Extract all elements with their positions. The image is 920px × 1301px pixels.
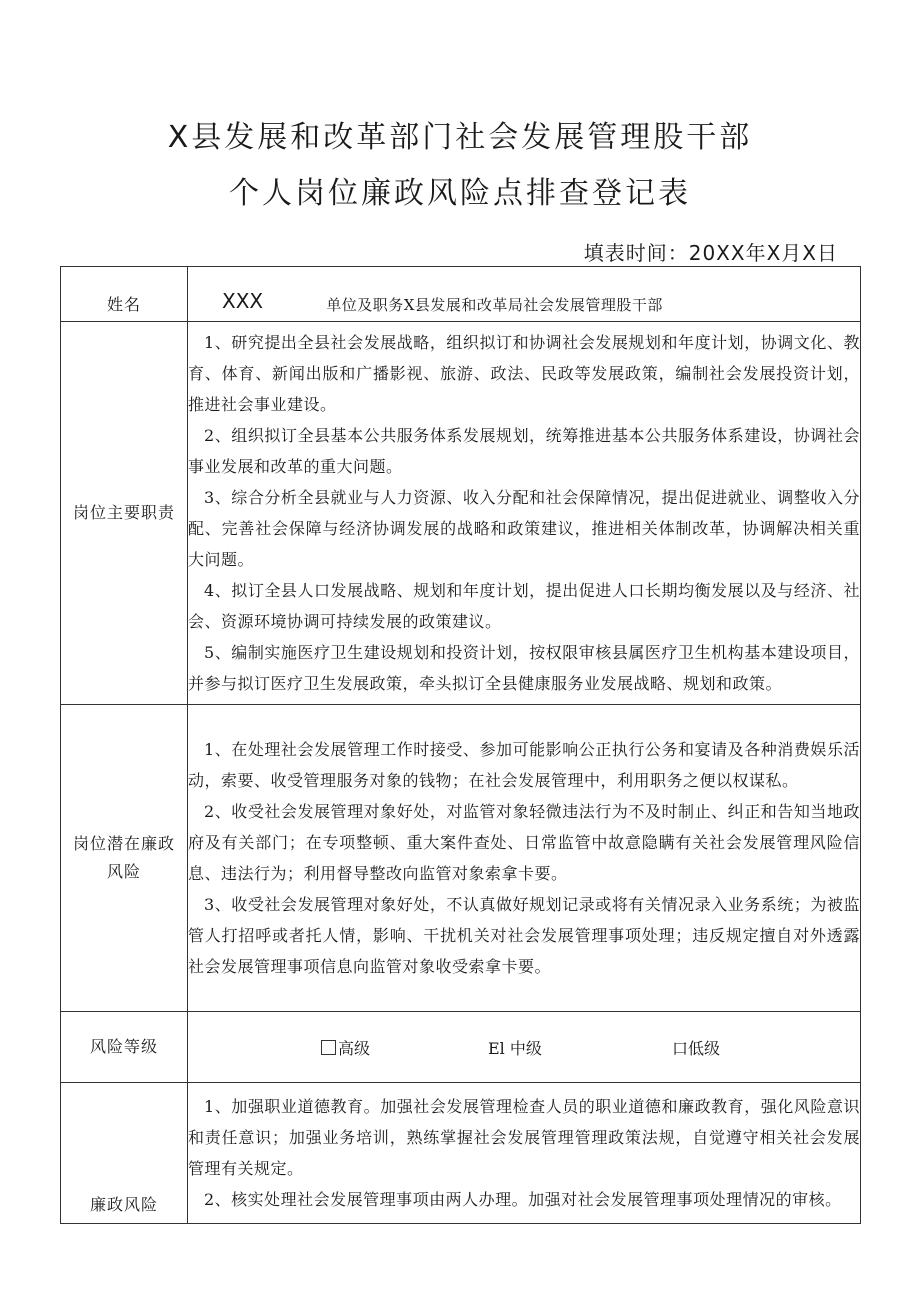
risk-level-label: 风险等级	[61, 1012, 188, 1083]
risks-row	[61, 705, 861, 1012]
title-line-2: 个人岗位廉政风险点排查登记表	[229, 176, 691, 211]
duties-content	[188, 322, 861, 705]
risk-level-options	[188, 1012, 861, 1083]
duties-row	[61, 322, 861, 705]
risk-option-high-label: 高级	[338, 1039, 371, 1058]
measure-item: 1、加强职业道德教育。加强社会发展管理检查人员的职业道德和廉政教育，强化风险意识和责任意识；加强业务培训，熟练掌握社会发展管理管理政策法规，自觉遵守相关社会发展管理有关规定。	[188, 1097, 860, 1178]
duty-item: 2、组织拟订全县基本公共服务体系发展规划，统筹推进基本公共服务体系建设，协调社会事业发展和改革的重大问题。	[188, 426, 860, 476]
risk-item: 3、收受社会发展管理对象好处，不认真做好规划记录或将有关情况录入业务系统；为被监管人打招呼或者托人情，影响、干扰机关对社会发展管理事项处理；违反规定擅自对外透露社会发展管理事项信息向监管对象收受索拿卡要。	[188, 895, 860, 976]
risk-option-low[interactable]	[672, 1036, 720, 1059]
measures-row	[61, 1083, 861, 1224]
risks-label	[61, 705, 188, 1012]
risk-item: 2、收受社会发展管理对象好处，对监管对象轻微违法行为不及时制止、纠正和告知当地政府及有关部门；在专项整顿、重大案件查处、日常监管中故意隐瞒有关社会发展管理风险信息、违法行为；利用督导整改向监管对象索拿卡要。	[188, 802, 860, 883]
risk-option-high[interactable]	[321, 1036, 370, 1059]
name-label: 姓名	[61, 267, 188, 322]
checkbox-icon[interactable]	[321, 1040, 336, 1055]
measures-content	[188, 1083, 861, 1224]
risks-content	[188, 705, 861, 1012]
duty-item: 4、拟订全县人口发展战略、规划和年度计划，提出促进人口长期均衡发展以及与经济、社会、资源环境协调可持续发展的政策建议。	[188, 581, 860, 631]
measures-label-cell	[61, 1083, 188, 1224]
risk-option-low-label: 低级	[688, 1039, 721, 1058]
name-value: XXX	[222, 289, 264, 313]
unit-position: 单位及职务X县发展和改革局社会发展管理股干部	[326, 296, 663, 314]
name-row	[61, 267, 861, 322]
measure-item: 2、核实处理社会发展管理事项由两人办理。加强对社会发展管理事项处理情况的审核。	[204, 1190, 842, 1209]
checkbox-icon[interactable]: 口	[672, 1039, 689, 1058]
measures-label: 廉政风险	[89, 1195, 158, 1214]
duties-label: 岗位主要职责	[61, 322, 188, 705]
registration-form-table	[60, 266, 861, 1224]
risk-level-row	[61, 1012, 861, 1083]
name-info-cell	[188, 267, 861, 322]
duty-item: 1、研究提出全县社会发展战略，组织拟订和协调社会发展规划和年度计划，协调文化、教育、体育、新闻出版和广播影视、旅游、政法、民政等发展政策，编制社会发展投资计划，推进社会事业建设。	[188, 333, 860, 414]
duty-item: 3、综合分析全县就业与人力资源、收入分配和社会保障情况，提出促进就业、调整收入分配、完善社会保障与经济协调发展的战略和政策建议，推进相关体制改革，协调解决相关重大问题。	[188, 488, 860, 569]
duty-item: 5、编制实施医疗卫生建设规划和投资计划，按权限审核县属医疗卫生机构基本建设项目，并参与拟订医疗卫生发展政策，牵头拟订全县健康服务业发展战略、规划和政策。	[188, 643, 860, 693]
risk-option-medium[interactable]: El 中级	[488, 1039, 542, 1058]
risks-label-line1: 岗位潜在廉政	[72, 834, 175, 853]
fill-date: 填表时间：20XX年X月X日	[583, 241, 838, 265]
risk-item: 1、在处理社会发展管理工作时接受、参加可能影响公正执行公务和宴请及各种消费娱乐活动，索要、收受管理服务对象的钱物；在社会发展管理中，利用职务之便以权谋私。	[188, 740, 860, 790]
risks-label-line2: 风险	[106, 862, 141, 881]
title-line-1: X县发展和改革部门社会发展管理股干部	[167, 120, 753, 155]
